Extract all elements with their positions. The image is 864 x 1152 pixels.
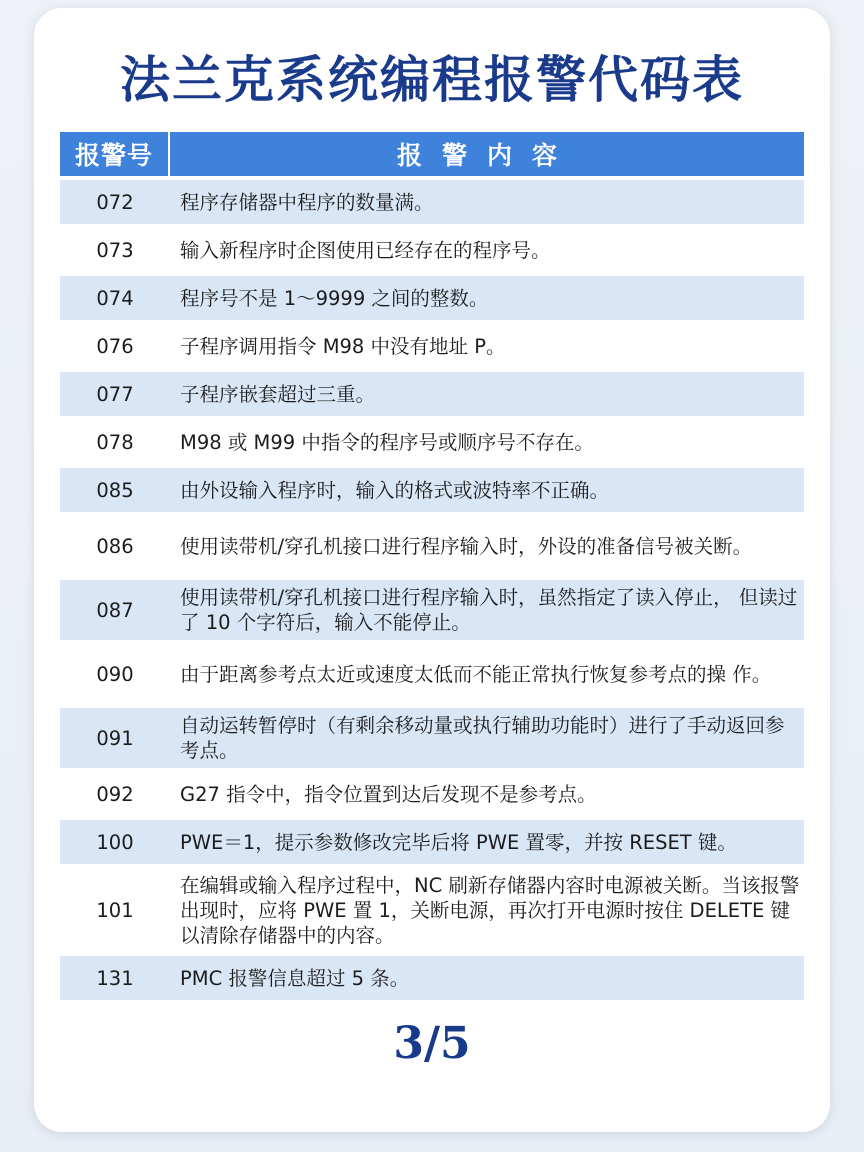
alarm-code: 074: [60, 276, 170, 320]
table-row: [60, 956, 804, 1000]
alarm-description: G27 指令中，指令位置到达后发现不是参考点。: [180, 782, 597, 806]
alarm-description: 输入新程序时企图使用已经存在的程序号。: [180, 238, 551, 262]
alarm-code: 091: [60, 708, 170, 768]
alarm-description: 使用读带机/穿孔机接口进行程序输入时，外设的准备信号被关断。: [180, 534, 753, 558]
page-title: 法兰克系统编程报警代码表: [120, 51, 744, 109]
table-row: [60, 868, 804, 952]
table-row: [60, 468, 804, 512]
table-row: [60, 420, 804, 464]
alarm-code: 100: [60, 820, 170, 864]
alarm-code: 092: [96, 782, 134, 806]
alarm-description: 使用读带机/穿孔机接口进行程序输入时，虽然指定了读入停止， 但读过了 10 个字符后，输入不能停止。: [170, 580, 804, 640]
alarm-code: 131: [60, 956, 170, 1000]
table-row: [60, 228, 804, 272]
alarm-description: 在编辑或输入程序过程中，NC 刷新存储器内容时电源被关断。当该报警出现时，应将 PWE 置 1，关断电源，再次打开电源时按住 DELETE 键以清除存储器中的内容。: [180, 873, 800, 947]
alarm-code: 086: [96, 534, 134, 558]
alarm-code: 078: [96, 430, 134, 454]
alarm-description: PWE＝1，提示参数修改完毕后将 PWE 置零，并按 RESET 键。: [170, 820, 804, 864]
table-header-row: [60, 132, 804, 176]
alarm-code: 077: [60, 372, 170, 416]
alarm-code: 087: [60, 580, 170, 640]
alarm-code: 085: [60, 468, 170, 512]
alarm-code: 076: [96, 334, 134, 358]
alarm-description: 由于距离参考点太近或速度太低而不能正常执行恢复参考点的操 作。: [180, 662, 772, 686]
alarm-description: 由外设输入程序时，输入的格式或波特率不正确。: [170, 468, 804, 512]
table-row: [60, 772, 804, 816]
alarm-description: M98 或 M99 中指令的程序号或顺序号不存在。: [180, 430, 594, 454]
alarm-description: 子程序调用指令 M98 中没有地址 P。: [180, 334, 506, 358]
table-row: [60, 516, 804, 576]
alarm-description: 程序号不是 1～9999 之间的整数。: [170, 276, 804, 320]
page-indicator: 3/5: [393, 1018, 471, 1069]
alarm-code-table: [60, 128, 804, 1004]
alarm-description: 自动运转暂停时（有剩余移动量或执行辅助功能时）进行了手动返回参考点。: [170, 708, 804, 768]
table-row: [60, 276, 804, 320]
alarm-code: 073: [96, 238, 134, 262]
table-row: [60, 324, 804, 368]
alarm-description: 子程序嵌套超过三重。: [170, 372, 804, 416]
alarm-code: 090: [96, 662, 134, 686]
table-row: [60, 644, 804, 704]
alarm-description: PMC 报警信息超过 5 条。: [170, 956, 804, 1000]
alarm-description: 程序存储器中程序的数量满。: [170, 180, 804, 224]
alarm-code: 101: [96, 898, 134, 922]
table-row: [60, 180, 804, 224]
table-row: [60, 708, 804, 768]
header-alarm-content: 报警内容: [170, 132, 804, 176]
alarm-code: 072: [60, 180, 170, 224]
table-row: [60, 372, 804, 416]
table-row: [60, 820, 804, 864]
header-alarm-number: 报警号: [60, 132, 170, 176]
table-row: [60, 580, 804, 640]
